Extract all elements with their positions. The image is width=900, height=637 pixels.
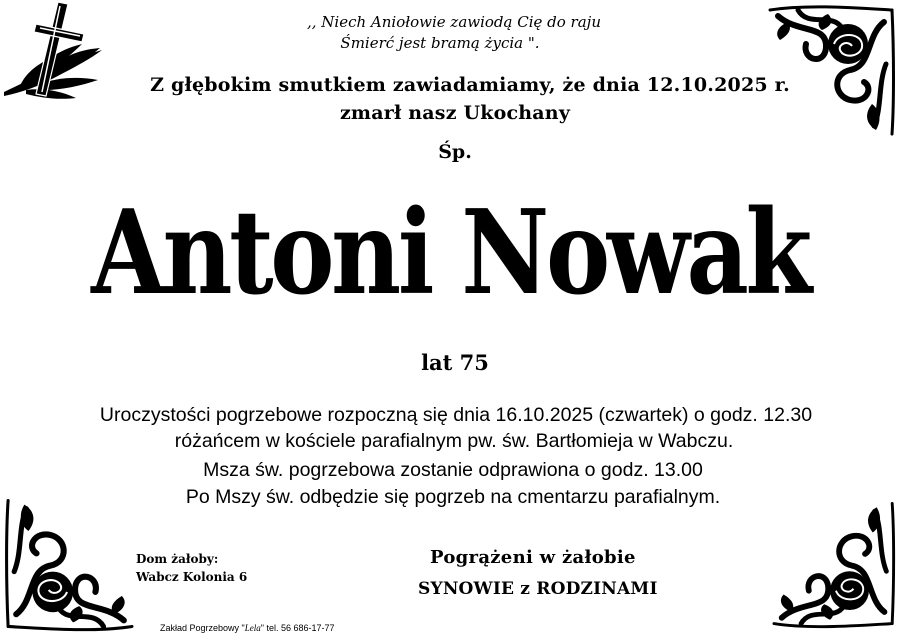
ceremony-line-2: różańcem w kościele parafialnym pw. św. Bartłomieja w Wabczu. [174, 430, 734, 452]
floral-corner-ornament-icon [772, 494, 898, 634]
deceased-prefix: Śp. [438, 141, 472, 163]
ceremony-line-4: Po Mszy św. odbędzie się pogrzeb na cmentarzu parafialnym. [185, 486, 721, 508]
floral-corner-ornament-icon [2, 494, 134, 634]
mourners-heading: Pogrążeni w żałobie [430, 547, 636, 568]
footer-suffix: " tel. 56 686-17-77 [260, 623, 335, 633]
mourners-names: SYNOWIE z RODZINAMI [418, 579, 658, 599]
footer-prefix: Zakład Pogrzebowy " [160, 623, 245, 633]
deceased-name: Antoni Nowak [91, 185, 809, 321]
deceased-age: lat 75 [421, 350, 489, 375]
quote-line-1: ,, Niech Aniołowie zawiodą Cię do raju [306, 13, 601, 31]
funeral-home-label: Dom żałoby: [136, 552, 219, 566]
announcement-line-2: zmarł nasz Ukochany [339, 102, 571, 124]
funeral-company-footer [160, 622, 335, 634]
announcement-line-1: Z głębokim smutkiem zawiadamiamy, że dnia 12.10.2025 r. [150, 74, 790, 96]
ceremony-line-3: Msza św. pogrzebowa zostanie odprawiona o godz. 13.00 [203, 459, 703, 481]
footer-brand: Lela [244, 623, 261, 633]
quote-line-2: Śmierć jest bramą życia ". [340, 34, 540, 52]
ceremony-line-1: Uroczystości pogrzebowe rozpoczną się dnia 16.10.2025 (czwartek) o godz. 12.30 [99, 404, 813, 426]
funeral-home-address: Wabcz Kolonia 6 [136, 570, 248, 584]
